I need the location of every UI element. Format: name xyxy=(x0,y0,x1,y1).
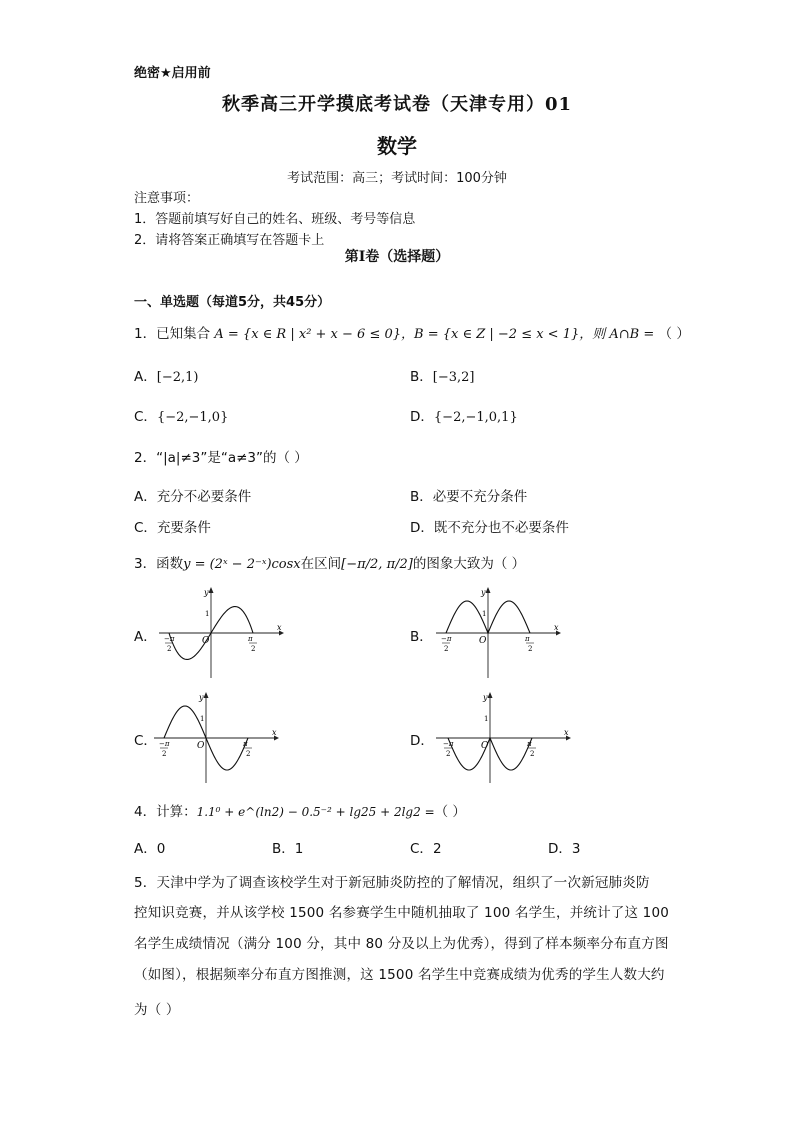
question-5-line: 为（ ） xyxy=(134,1002,180,1018)
option-text: 必要不充分条件 xyxy=(432,489,528,505)
question-1-suffix: （ ） xyxy=(658,326,690,342)
graph-a[interactable] xyxy=(155,585,285,680)
option-label: B． xyxy=(410,489,433,505)
tick-label: 2 xyxy=(530,750,535,758)
one-label: 1 xyxy=(205,610,210,618)
option[interactable] xyxy=(410,405,518,425)
question-1 xyxy=(134,322,690,342)
option[interactable] xyxy=(134,837,165,857)
x-axis-label: x xyxy=(554,623,559,632)
question-5-line: 控知识竞赛，并从该学校 1500 名参赛学生中随机抽取了 100 名学生，并统计了这 100 xyxy=(134,905,670,921)
question-2: 2．“|a|≠3”是“a≠3”的（ ） xyxy=(134,450,308,466)
tick-label: π xyxy=(525,635,530,643)
option[interactable] xyxy=(134,405,228,425)
tick-label: −π xyxy=(159,740,170,748)
tick-label: 2 xyxy=(528,645,533,653)
option-label: C． xyxy=(134,409,157,425)
question-3-mid: 在区间 xyxy=(300,556,342,572)
option-text: 充要条件 xyxy=(156,520,211,536)
section-title: 一、单选题（每道5分，共45分） xyxy=(134,295,331,310)
question-3-math: y = (2ˣ − 2⁻ˣ)cosx xyxy=(183,557,301,572)
tick-label: π xyxy=(248,635,253,643)
question-1-prefix: 1．已知集合 xyxy=(134,326,211,342)
notice-item: 2．请将答案正确填写在答题卡上 xyxy=(134,233,325,248)
option-label: A． xyxy=(134,489,157,505)
tick-label: π xyxy=(527,740,532,748)
tick-label: −π xyxy=(441,635,452,643)
option-text: [−3,2] xyxy=(432,370,475,385)
y-axis-arrow xyxy=(209,587,214,593)
origin-label: O xyxy=(481,741,489,751)
secret-mark: 绝密★启用前 xyxy=(134,66,211,81)
tick-label: −π xyxy=(443,740,454,748)
option[interactable] xyxy=(134,516,211,536)
graph-b[interactable] xyxy=(432,585,562,680)
option-text: 0 xyxy=(156,841,166,857)
y-axis-label: y xyxy=(481,588,486,597)
notice-item: 1．答题前填写好自己的姓名、班级、考号等信息 xyxy=(134,212,416,227)
option-text: 3 xyxy=(571,841,581,857)
question-4 xyxy=(134,800,466,820)
one-label: 1 xyxy=(200,715,205,723)
question-3 xyxy=(134,552,525,572)
question-4-math: 1.1⁰ + e^(ln2) − 0.5⁻² + lg25 + 2lg2 = xyxy=(196,805,435,819)
option-text: 既不充分也不必要条件 xyxy=(433,520,569,536)
option-label: B． xyxy=(272,841,295,857)
option-label: A． xyxy=(134,369,157,385)
question-1-math: A = {x ∈ R | x² + x − 6 ≤ 0}，B = {x ∈ Z | −2 ≤ x < 1}，则 A∩B = xyxy=(214,327,655,342)
option[interactable] xyxy=(410,365,474,385)
option-label: B． xyxy=(410,369,433,385)
origin-label: O xyxy=(197,741,205,751)
option-text: 2 xyxy=(432,841,442,857)
y-axis-label: y xyxy=(199,693,204,702)
tick-label: 2 xyxy=(444,645,449,653)
x-axis-label: x xyxy=(277,623,282,632)
tick-label: 2 xyxy=(167,645,172,653)
option-label: C． xyxy=(134,520,157,536)
graph-option-label[interactable]: D． xyxy=(410,733,434,749)
option-label: C． xyxy=(410,841,433,857)
option-text: {−2,−1,0} xyxy=(156,410,229,425)
y-axis-arrow xyxy=(204,692,209,698)
question-3-prefix: 3．函数 xyxy=(134,556,184,572)
origin-label: O xyxy=(479,636,487,646)
one-label: 1 xyxy=(484,715,489,723)
graph-option-label[interactable]: C． xyxy=(134,733,157,749)
x-axis-label: x xyxy=(272,728,277,737)
option-label: A． xyxy=(134,841,157,857)
question-3-suffix: 的图象大致为（ ） xyxy=(412,556,526,572)
question-5-line: （如图），根据频率分布直方图推测，这 1500 名学生中竞赛成绩为优秀的学生人数大约 xyxy=(134,967,665,983)
question-3-interval: [−π/2, π/2] xyxy=(341,557,413,572)
y-axis-arrow xyxy=(486,587,491,593)
tick-label: 2 xyxy=(251,645,256,653)
tick-label: −π xyxy=(164,635,175,643)
graph-d[interactable] xyxy=(432,690,572,785)
option-text: 充分不必要条件 xyxy=(156,489,252,505)
tick-label: π xyxy=(243,740,248,748)
question-5-line: 5．天津中学为了调查该校学生对于新冠肺炎防控的了解情况，组织了一次新冠肺炎防 xyxy=(134,875,650,891)
graph-option-label[interactable]: A． xyxy=(134,629,157,645)
question-4-suffix: （ ） xyxy=(434,804,466,820)
option[interactable] xyxy=(410,516,569,536)
option-text: {−2,−1,0,1} xyxy=(433,410,518,425)
option[interactable] xyxy=(548,837,581,857)
option[interactable] xyxy=(410,837,442,857)
option-label: D． xyxy=(410,520,434,536)
question-5-line: 名学生成绩情况（满分 100 分，其中 80 分及以上为优秀），得到了样本频率分布直方图 xyxy=(134,936,669,952)
one-label: 1 xyxy=(482,610,487,618)
y-axis-label: y xyxy=(483,693,488,702)
option[interactable] xyxy=(272,837,303,857)
y-axis-arrow xyxy=(488,692,493,698)
option-text: 1 xyxy=(294,841,304,857)
option[interactable] xyxy=(410,485,527,505)
option[interactable] xyxy=(134,365,198,385)
x-axis-label: x xyxy=(564,728,569,737)
tick-label: 2 xyxy=(162,750,167,758)
option-text: [−2,1) xyxy=(156,370,199,385)
page-title: 秋季高三开学摸底考试卷（天津专用）01 xyxy=(221,94,573,115)
subject-title: 数学 xyxy=(377,134,417,158)
graph-option-label[interactable]: B． xyxy=(410,629,433,645)
graph-c[interactable] xyxy=(150,690,280,785)
option-label: D． xyxy=(410,409,434,425)
y-axis-label: y xyxy=(204,588,209,597)
notice-heading: 注意事项： xyxy=(134,191,200,206)
tick-label: 2 xyxy=(446,750,451,758)
question-4-prefix: 4．计算： xyxy=(134,804,197,820)
option-label: D． xyxy=(548,841,572,857)
part-title: 第I卷（选择题） xyxy=(344,249,450,265)
option[interactable] xyxy=(134,485,251,505)
origin-label: O xyxy=(202,636,210,646)
tick-label: 2 xyxy=(246,750,251,758)
exam-info: 考试范围：高三；考试时间：100分钟 xyxy=(287,171,507,186)
